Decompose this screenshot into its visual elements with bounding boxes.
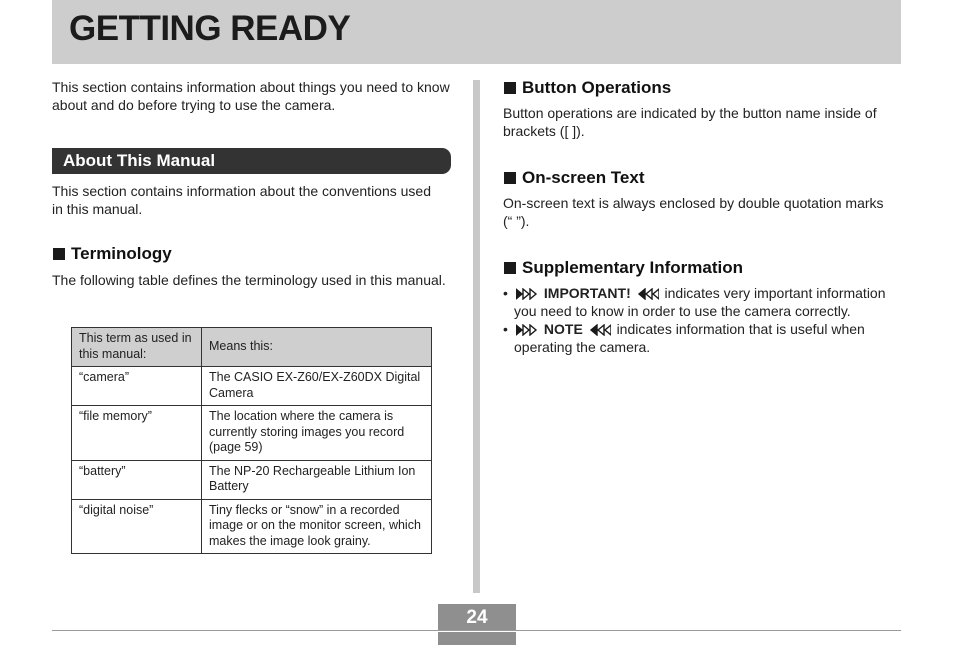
table-header-row — [72, 328, 432, 367]
table-cell-meaning: Tiny flecks or “snow” in a recorded image or on the monitor screen, which makes the image look grainy. — [202, 499, 432, 554]
section-heading-bar — [52, 148, 451, 174]
list-item — [503, 284, 899, 320]
button-operations-text: Button operations are indicated by the button name inside of brackets ([ ]). — [503, 105, 877, 139]
table-cell-term: “file memory” — [72, 406, 202, 461]
supplementary-heading-label: Supplementary Information — [522, 258, 744, 277]
table-cell-term: “digital noise” — [72, 499, 202, 554]
supplementary-heading — [503, 258, 743, 278]
button-operations-heading — [503, 78, 671, 98]
table-cell-meaning: The NP-20 Rechargeable Lithium Ion Battery — [202, 460, 432, 499]
table-cell-term: “battery” — [72, 460, 202, 499]
arrow-right-icon — [516, 288, 538, 300]
page-number: 24 — [466, 607, 488, 628]
square-bullet-icon — [504, 262, 516, 274]
page-title: GETTING READY — [69, 9, 351, 48]
onscreen-text-heading — [503, 168, 645, 188]
square-bullet-icon — [504, 172, 516, 184]
note-text: indicates information that is useful when operating the camera. — [514, 321, 865, 355]
page-number-box — [438, 604, 516, 645]
page-number-base — [438, 632, 516, 645]
square-bullet-icon — [53, 248, 65, 260]
list-item-body — [514, 320, 899, 356]
onscreen-text-heading-label: On-screen Text — [522, 168, 645, 187]
onscreen-text-text: On-screen text is always enclosed by double quotation marks (“ ”). — [503, 195, 884, 229]
table-header-meaning: Means this: — [202, 328, 432, 367]
table-cell-term: “camera” — [72, 367, 202, 406]
arrow-right-icon — [516, 324, 538, 336]
bullet-dot: • — [503, 321, 508, 337]
table-row — [72, 499, 432, 554]
list-item-body — [514, 284, 899, 320]
arrow-left-icon — [589, 324, 611, 336]
terminology-heading-label: Terminology — [71, 244, 172, 263]
section-heading-about-manual: About This Manual — [63, 151, 216, 170]
note-keyword: NOTE — [543, 321, 583, 337]
table-row — [72, 406, 432, 461]
arrow-left-icon — [637, 288, 659, 300]
square-bullet-icon — [504, 82, 516, 94]
important-text: indicates very important information you need to know in order to use the camera correctly. — [514, 285, 886, 319]
about-manual-text: This section contains information about the conventions used in this manual. — [52, 183, 432, 217]
terminology-table — [71, 327, 432, 554]
table-header-term: This term as used in this manual: — [72, 328, 202, 367]
important-keyword: IMPORTANT! — [543, 285, 631, 301]
terminology-text: The following table defines the terminology used in this manual. — [52, 272, 446, 288]
supplementary-list — [503, 284, 899, 356]
table-cell-meaning: The CASIO EX-Z60/EX-Z60DX Digital Camera — [202, 367, 432, 406]
intro-text: This section contains information about things you need to know about and do before trying to use the camera. — [52, 79, 450, 113]
table-row — [72, 367, 432, 406]
button-operations-heading-label: Button Operations — [522, 78, 672, 97]
table-row — [72, 460, 432, 499]
list-item — [503, 320, 899, 356]
bullet-dot: • — [503, 285, 508, 301]
terminology-heading — [52, 244, 172, 264]
table-cell-meaning: The location where the camera is currently storing images you record (page 59) — [202, 406, 432, 461]
column-divider — [473, 80, 480, 593]
